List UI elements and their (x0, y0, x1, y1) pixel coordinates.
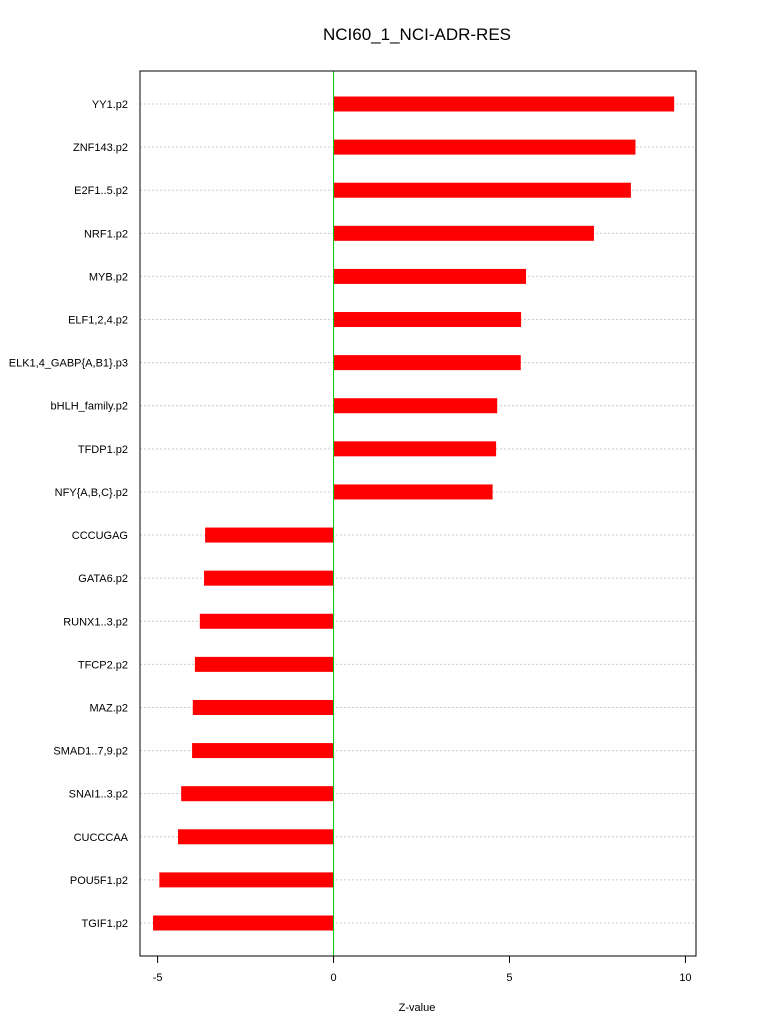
bar-5 (334, 269, 526, 284)
x-axis-label: Z-value (398, 1002, 436, 1014)
category-label: SMAD1..7,9.p2 (53, 745, 128, 758)
category-label: ELF1,2,4.p2 (68, 314, 128, 327)
x-tick-label: 10 (679, 972, 692, 984)
bars (153, 97, 674, 931)
bar-15 (193, 700, 334, 715)
category-label: ELK1,4_GABP{A,B1}.p3 (8, 357, 128, 370)
bar-11 (205, 528, 333, 543)
bar-12 (204, 571, 333, 586)
bar-9 (334, 441, 497, 456)
x-axis (153, 956, 692, 984)
category-label: NRF1.p2 (83, 228, 128, 241)
category-label: SNAI1..3.p2 (68, 788, 128, 801)
bar-14 (195, 657, 334, 672)
bar-6 (334, 312, 522, 327)
bar-7 (334, 355, 521, 370)
category-label: CUCCCAA (73, 831, 128, 844)
bar-8 (334, 398, 498, 413)
bar-18 (178, 829, 334, 844)
bar-17 (181, 786, 333, 801)
category-label: MAZ.p2 (89, 702, 128, 715)
bar-19 (159, 872, 333, 887)
category-label: YY1.p2 (91, 99, 128, 111)
x-tick-label: 0 (330, 972, 337, 984)
category-label: ZNF143.p2 (72, 142, 128, 155)
category-label: RUNX1..3.p2 (63, 616, 128, 629)
category-label: NFY{A,B,C}.p2 (54, 486, 128, 499)
bar-3 (334, 183, 631, 198)
bar-13 (200, 614, 334, 629)
bar-16 (192, 743, 333, 758)
category-label: MYB.p2 (88, 271, 128, 284)
chart-title: NCI60_1_NCI-ADR-RES (323, 25, 511, 44)
category-label: bHLH_family.p2 (50, 400, 128, 413)
category-label: POU5F1.p2 (69, 874, 128, 887)
category-label: TFDP1.p2 (77, 443, 128, 456)
plot-frame (140, 71, 696, 956)
category-label: E2F1..5.p2 (74, 185, 128, 198)
bar-10 (334, 484, 493, 499)
category-label: TGIF1.p2 (81, 918, 128, 930)
category-labels (9, 99, 129, 930)
x-tick-label: -5 (152, 972, 163, 984)
bar-2 (334, 140, 636, 155)
x-tick-label: 5 (506, 972, 513, 984)
category-label: CCCUGAG (71, 530, 128, 543)
category-label: TFCP2.p2 (77, 659, 128, 672)
category-label: GATA6.p2 (78, 573, 128, 586)
bar-20 (153, 916, 334, 931)
bar-1 (334, 97, 675, 112)
bar-4 (334, 226, 594, 241)
